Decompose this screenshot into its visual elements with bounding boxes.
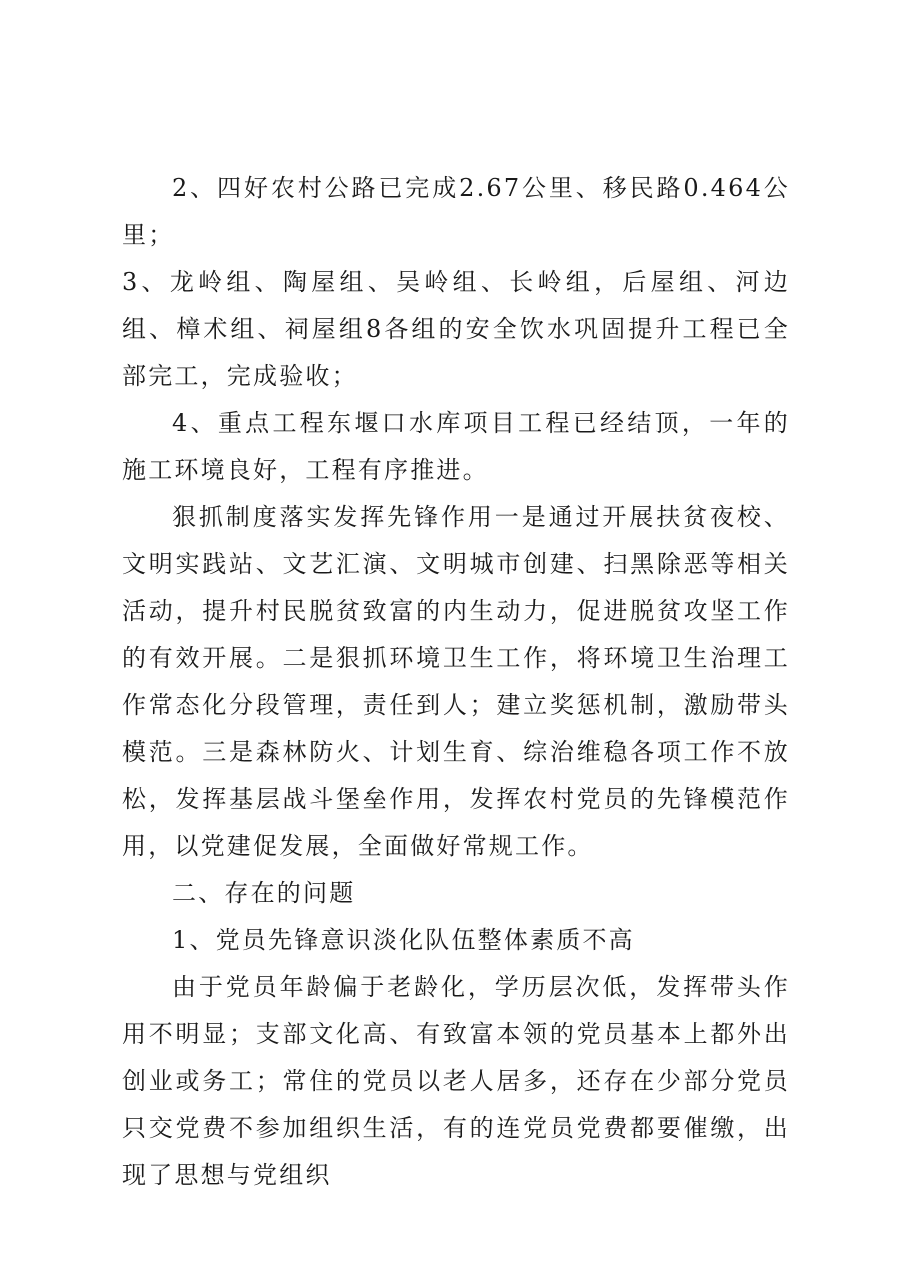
paragraph-party-members-detail: 由于党员年龄偏于老龄化，学历层次低，发挥带头作用不明显；支部文化高、有致富本领的党员基本上都外出创业或务工；常住的党员以老人居多，还存在少部分党员只交党费不参加组织生活，有的连党员党费都要催缴，出现了思想与党组织	[122, 973, 790, 1189]
paragraph-water-project: 3、龙岭组、陶屋组、吴岭组、长岭组，后屋组、河边组、樟术组、祠屋组8各组的安全饮水巩固提升工程已全部完工，完成验收；	[122, 268, 790, 390]
document-body	[122, 165, 790, 1199]
subheading-party-members: 1、党员先锋意识淡化队伍整体素质不高	[172, 926, 635, 954]
paragraph-system-implementation: 狠抓制度落实发挥先锋作用一是通过开展扶贫夜校、文明实践站、文艺汇演、文明城市创建、扫黑除恶等相关活动，提升村民脱贫致富的内生动力，促进脱贫攻坚工作的有效开展。二是狠抓环境卫生工作，将环境卫生治理工作常态化分段管理，责任到人；建立奖惩机制，激励带头模范。三是森林防火、计划生育、综治维稳各项工作不放松，发挥基层战斗堡垒作用，发挥农村党员的先锋模范作用，以党建促发展，全面做好常规工作。	[122, 503, 790, 860]
paragraph-reservoir-project: 4、重点工程东堰口水库项目工程已经结顶，一年的施工环境良好，工程有序推进。	[122, 409, 790, 484]
section-heading-problems: 二、存在的问题	[172, 879, 356, 907]
paragraph-road-progress: 2、四好农村公路已完成2.67公里、移民路0.464公里；	[122, 174, 790, 249]
